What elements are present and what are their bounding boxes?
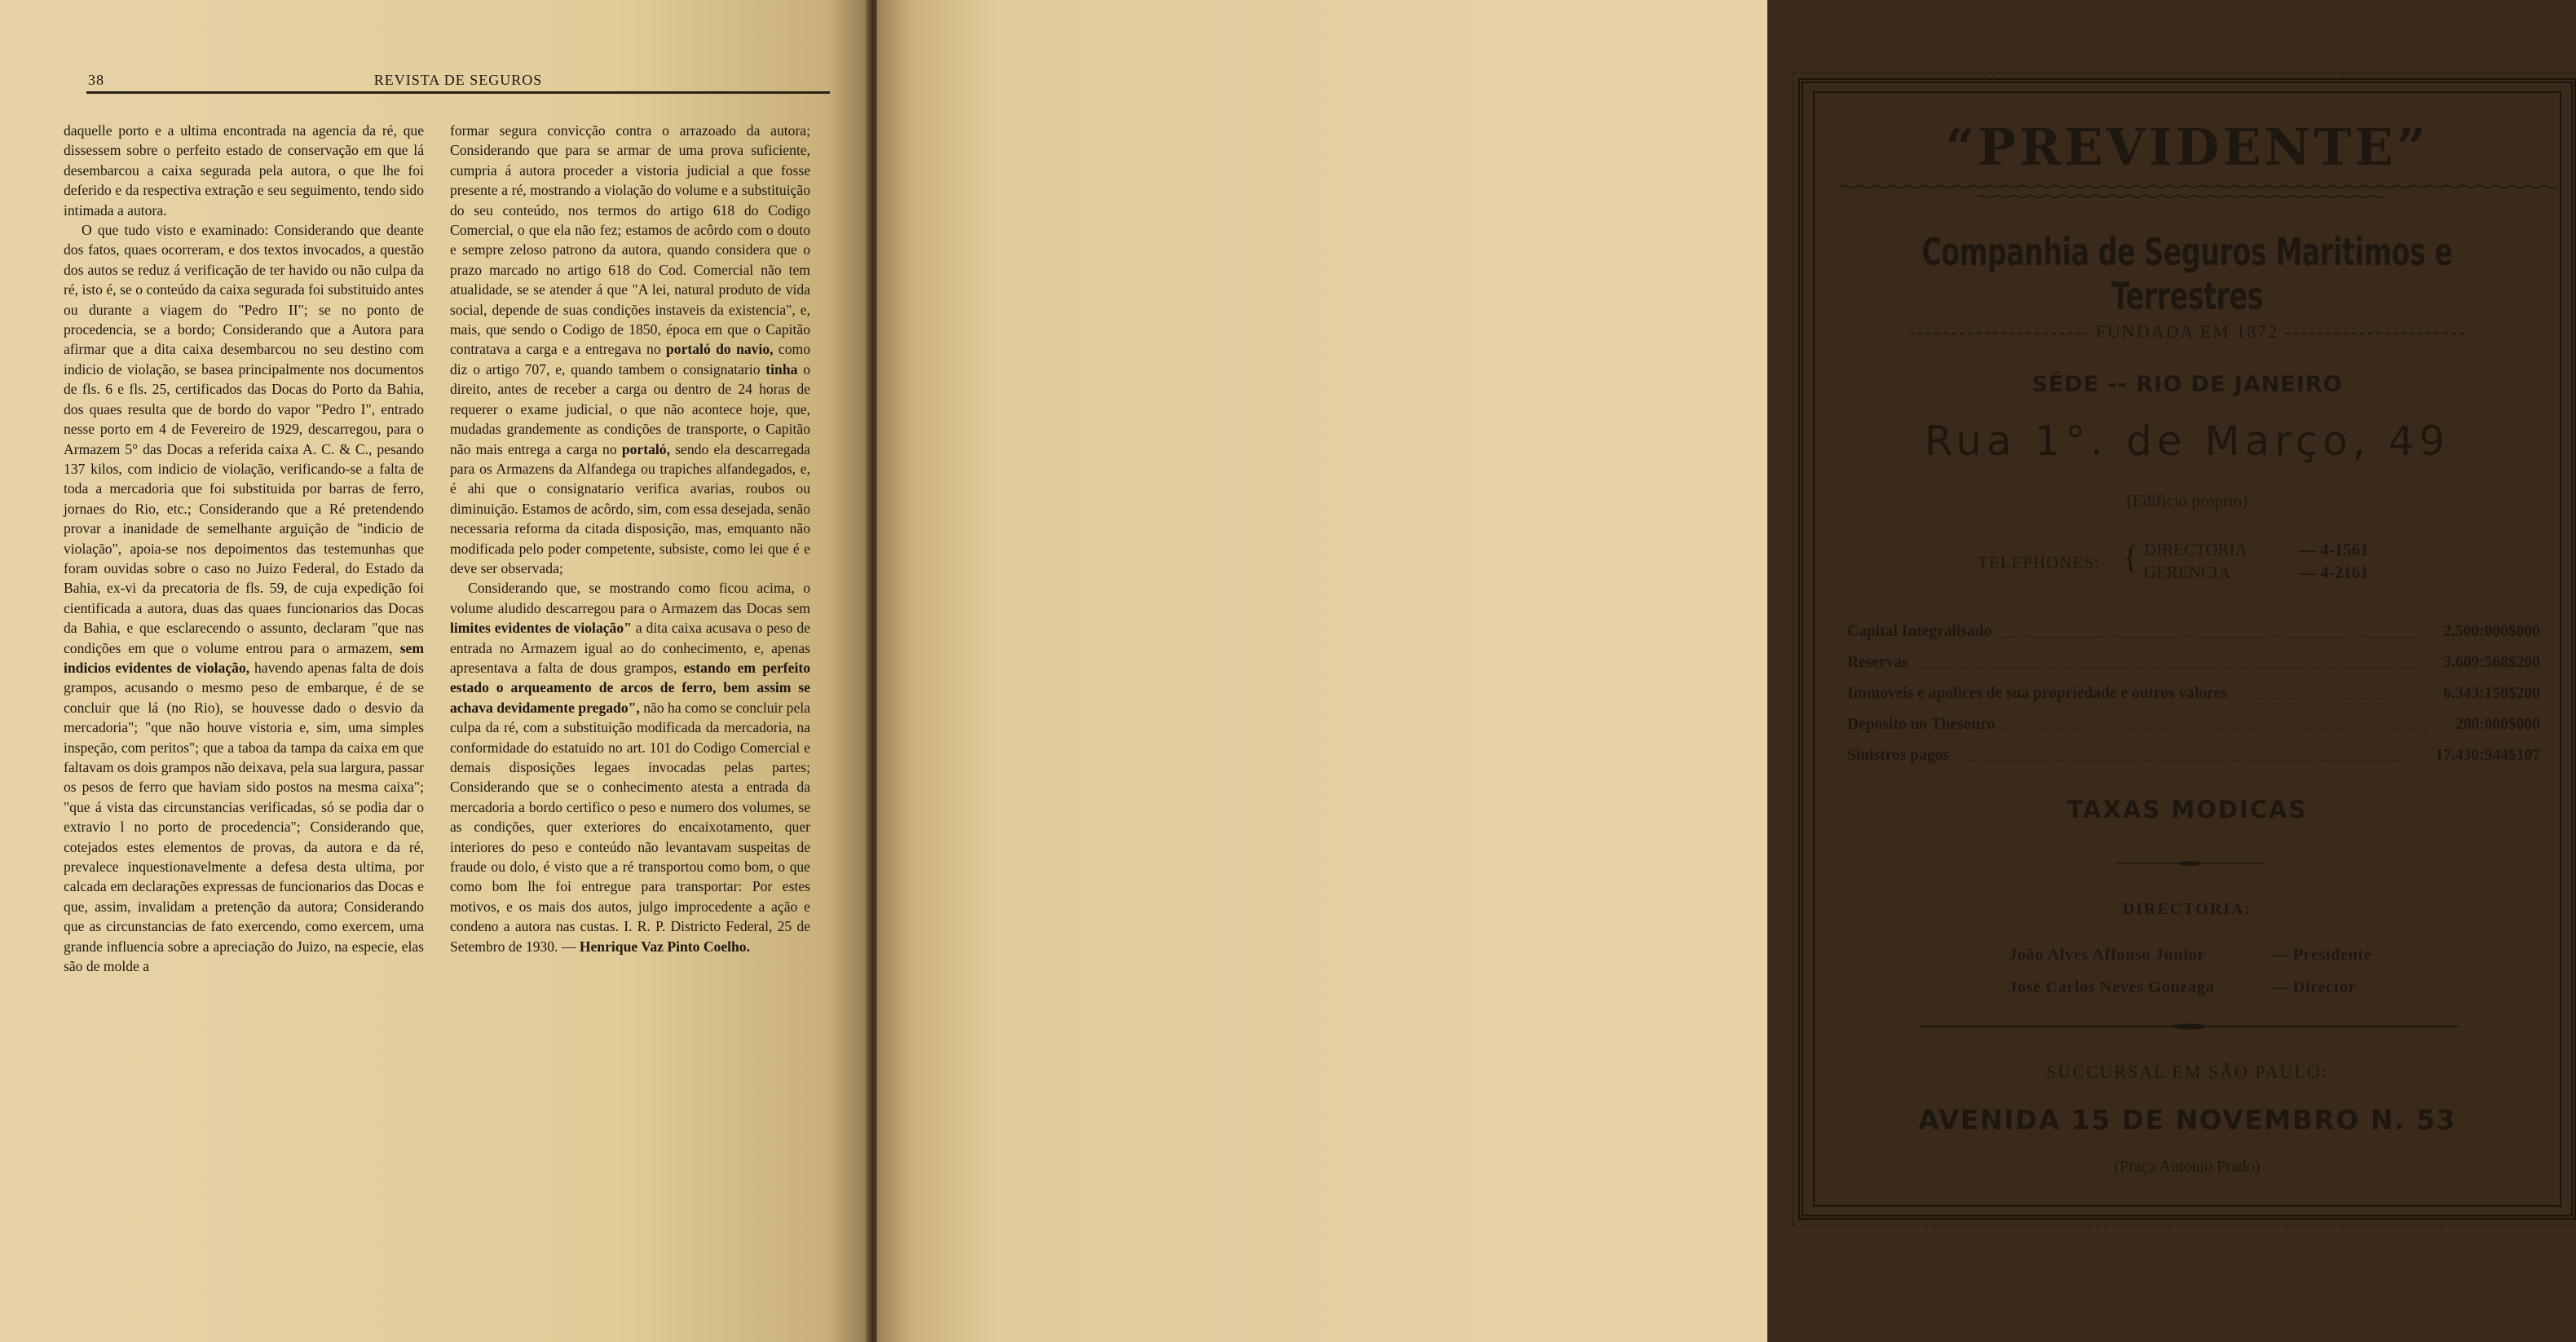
body-paragraph: daquelle porto e a ultima encontrada na agencia da ré, que dissessem sobre o perfeito estado de conservação em que lá desembarcou a caixa segurada pela autora, o que lhe foi deferido e da respectiva extração e seu seguimento, tendo sido intimada a autora. xyxy=(64,122,424,219)
right-text-column xyxy=(450,121,810,956)
financial-label: Capital Integralisado xyxy=(1847,623,1992,640)
wavy-rule xyxy=(1839,184,2556,189)
telephones-block xyxy=(1978,540,2434,589)
dot-leader xyxy=(2001,729,2429,731)
telephones-label: TELEPHONES: xyxy=(1978,553,2100,572)
financial-label: Deposito no Thesouro xyxy=(1847,716,1996,733)
financial-value: 200:000$000 xyxy=(2455,716,2540,733)
director-role: — Director xyxy=(2271,978,2357,996)
financial-row xyxy=(1847,623,2540,654)
financial-value: 2.500:000$000 xyxy=(2443,623,2540,640)
page-header xyxy=(86,67,830,94)
headquarters: SÉDE -- RIO DE JANEIRO xyxy=(2031,372,2343,397)
financial-value: 17.430:944$107 xyxy=(2435,747,2540,764)
financial-label: Immoveis e apolices de sua propriedade e outros valores xyxy=(1847,685,2227,702)
financial-value: 3.609:568$200 xyxy=(2443,654,2540,671)
building-note: (Edificio proprio) xyxy=(2126,491,2248,510)
financial-row xyxy=(1847,716,2540,747)
telephone-number: — 4-2161 xyxy=(2299,563,2369,582)
dot-leader xyxy=(2234,698,2418,700)
telephone-dept: GERENCIA xyxy=(2144,563,2231,582)
telephone-dept: DIRECTORIA xyxy=(2144,540,2247,559)
branch-heading: SUCCURSAL EM SÃO PAULO: xyxy=(2046,1062,2328,1082)
advertisement xyxy=(1798,78,2576,1220)
branch-note: (Praça Antonio Prado) xyxy=(2114,1158,2261,1176)
directory-heading: DIRECTORIA: xyxy=(2122,900,2252,918)
dot-leader xyxy=(1956,760,2410,761)
branch-address: AVENIDA 15 DE NOVEMBRO N. 53 xyxy=(1918,1104,2456,1136)
left-text-column xyxy=(64,121,424,976)
director-role: — Presidente xyxy=(2271,946,2372,964)
dashed-rule xyxy=(1910,333,2089,334)
dashed-rule xyxy=(2285,333,2464,334)
ad-inner-frame xyxy=(1813,91,2561,1207)
ornament-rule xyxy=(2116,859,2263,867)
founded-line xyxy=(1896,321,2478,342)
financial-row xyxy=(1847,685,2540,716)
page-number: 38 xyxy=(88,72,104,88)
body-paragraph: O que tudo visto e examinado: Considerando que deante dos fatos, quaes ocorreram, e dos textos invocados, a questão dos autos se reduz á verificação de ter havido ou não culpa da ré, isto é, se o conteúdo da caixa segurada foi substituido antes ou durante a viagem do "Pedro II"; se no ponto de procedencia, se a bordo; Considerando que a Autora para afirmar que a dita caixa desembarcou no seu destino com indicio de violação, se basea principalmente nos documentos de fls. 6 e fls. 25, certificados das Docas do Porto da Bahia, dos quaes resulta que de bordo do vapor "Pedro I", entrado nesse porto em 4 de Fevereiro de 1929, descarregou, para o Armazem 5° das Docas a referida caixa A. C. & C., pesando 137 kilos, com indicio de violação, verificando-se a falta de toda a mercadoria que foi substituida por barras de ferro, jornaes do Rio, etc.; Considerando que a Ré pretendendo provar a inanidade de semelhante arguição de "indicio de violação", apoia-se nos depoimentos das testemunhas que foram ouvidas sobre o caso no Juizo Federal, do Estado da Bahia, ex-vi da precatoria de fls. 59, de cuja expedição foi cientificada a autora, duas das quaes funcionarios das Docas da Bahia, e que esclarecendo o assunto, declaram "que nas condições em que o volume entrou para o armazem, sem indicios evidentes de violação, havendo apenas falta de dois grampos, acusando o mesmo peso de embarque, é de se concluir que lá (no Rio), se houvesse dado o desvio da mercadoria"; "que não houve vistoria e, sim, uma simples inspeção, com peritos"; que a taboa da tampa da caixa em que faltavam os dois grampos não deixava, pela sua largura, passar os pesos de ferro que haviam sido postos na mesma caixa"; "que á vista das circunstancias verificadas, só se podia dar o extravio l no porto de procedencia"; Considerando que, cotejados estes elementos de provas, da autora e da ré, prevalece inquestionavelmente a defesa desta ultima, por calcada em declarações expressas de funcionarios das Docas e que, assim, invalidam a pretenção da autora; Considerando que as circunstancias de fato exercendo, como exercem, uma grande influencia sobre a apreciação do Juizo, na especie, elas são de molde a xyxy=(64,222,424,975)
journal-title: REVISTA DE SEGUROS xyxy=(373,72,543,88)
founded-text: FUNDADA EM 1872 xyxy=(2095,321,2279,342)
financial-table xyxy=(1847,623,2540,778)
financial-row xyxy=(1847,654,2540,685)
dot-leader xyxy=(1915,667,2418,669)
financial-label: Reservas xyxy=(1847,654,1908,671)
brace-glyph: { xyxy=(2123,539,2139,576)
financial-label: Sinistros pagos xyxy=(1847,747,1949,764)
street-address: Rua 1°. de Março, 49 xyxy=(1924,417,2450,465)
body-paragraph: formar segura convicção contra o arrazoado da autora; Considerando que para se armar de uma prova suficiente, cumpria á autora proceder a vistoria judicial a que fosse presente a ré, mostrando a violação do volume e a substituição do seu conteúdo, nos termos do artigo 618 do Codigo Comercial, o que ela não fez; estamos de acôrdo com o douto e sempre zeloso patrono da autora, quando considera que o prazo marcado no artigo 618 do Cod. Comercial não tem atualidade, se se atender á que "A lei, natural produto de vida social, depende de suas condições instaveis da existencia", e, mais, que sendo o Codigo de 1850, época em que o Capitão contratava a carga e a entregava no portaló do navio, como diz o artigo 707, e, quando tambem o consignatario tinha o direito, antes de receber a carga ou dentro de 24 horas de requerer o exame judicial, o que não acontece hoje, que, mudadas grandemente as condições de transporte, o Capitão não mais entrega a carga no portaló, sendo ela descarregada para os Armazens da Alfandega ou trapiches alfandegados, e, é ahi que o consignatario verifica avarias, roubos ou diminuição. Estamos de acôrdo, sim, com essa desejada, senão necessaria reforma da citada disposição, mas, emquanto não modificada pelo poder competente, subsiste, como lei que é e deve ser observada; xyxy=(450,122,810,576)
right-page xyxy=(877,0,2540,1342)
company-name: Companhia de Seguros Maritimos e Terrestres xyxy=(1921,230,2453,318)
financial-row xyxy=(1847,747,2540,778)
left-page xyxy=(0,0,871,1342)
rates-heading: TAXAS MODICAS xyxy=(2067,796,2308,823)
director-name: José Carlos Neves Gonzaga xyxy=(2009,978,2215,996)
director-name: João Alves Affonso Junior xyxy=(2009,946,2205,964)
wavy-rule-short xyxy=(1978,194,2385,199)
dot-leader xyxy=(1998,636,2417,638)
telephone-number: — 4-1561 xyxy=(2299,540,2369,559)
ornament-rule-wide xyxy=(1921,1022,2459,1031)
financial-value: 6.343:150$200 xyxy=(2443,685,2540,702)
brand-name: “PREVIDENTE” xyxy=(1945,117,2429,177)
body-paragraph: Considerando que, se mostrando como ficou acima, o volume aludido descarregou para o Armazem das Docas sem limites evidentes de violação" a dita caixa acusava o peso de entrada no Armazem igual ao do conhecimento, e, apenas apresentava a falta de dous grampos, estando em perfeito estado o arqueamento de arcos de ferro, bem assim se achava devidamente pregado", não ha como se concluir pela culpa da ré, com a substituição modificada da mercadoria, na conformidade do estatuido no art. 101 do Codigo Comercial e demais disposições legaes invocadas pelas partes; Considerando que se o conhecimento atesta a entrada da mercadoria a bordo certifico o peso e numero dos volumes, se as condições, quer exteriores do encaixotamento, quer interiores do peso e conteúdo não levantavam suspeitas de fraude ou dolo, é visto que a ré transportou como bom, o que como bom lhe foi entregue para transportar: Por estes motivos, e os mais dos autos, julgo improcedente a ação e condeno a autora nas custas. I. R. P. Districto Federal, 25 de Setembro de 1930. — Henrique Vaz Pinto Coelho. xyxy=(450,580,810,955)
